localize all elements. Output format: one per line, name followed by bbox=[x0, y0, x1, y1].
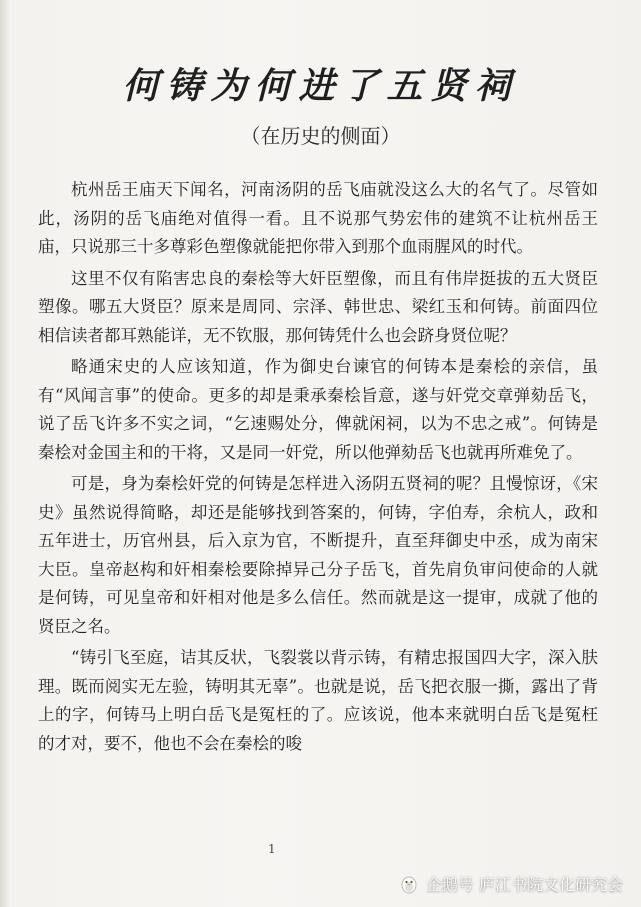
paragraph: 这里不仅有陷害忠良的秦桧等大奸臣塑像，而且有伟岸挺拔的五大贤臣塑像。哪五大贤臣？原来是周同、宗泽、韩世忠、梁红玉和何铸。前面四位相信读者都耳熟能详，无不钦服，那何铸凭什么也会跻身贤位呢？ bbox=[38, 268, 598, 345]
article-body bbox=[38, 176, 598, 761]
paragraph: 可是，身为秦桧奸党的何铸是怎样进入汤阴五贤祠的呢？且慢惊讶，《宋史》虽然说得简略，却还是能够找到答案的，何铸，字伯寿，余杭人，政和五年进士，历官州县，后入京为官，不断提升，直至拜御史中丞，成为南宋大臣。皇帝赵构和奸相秦桧要除掉异己分子岳飞，首先肩负审问使命的人就是何铸，可见皇帝和奸相对他是多么信任。然而就是这一提审，成就了他的贤臣之名。 bbox=[38, 474, 598, 636]
page-subtitle: （在历史的侧面） bbox=[240, 124, 401, 148]
penguin-icon bbox=[398, 873, 420, 895]
page-mark: 1 bbox=[268, 842, 276, 856]
watermark bbox=[398, 872, 623, 895]
watermark-text: 企鹅号 庐江书院文化研究会 bbox=[425, 875, 623, 894]
paragraph: 杭州岳王庙天下闻名，河南汤阴的岳飞庙就没这么大的名气了。尽管如此，汤阴的岳飞庙绝对值得一看。且不说那气势宏伟的建筑不让杭州岳王庙，只说那三十多尊彩色塑像就能把你带入到那个血雨腥风的时代。 bbox=[38, 180, 598, 256]
page-title: 何铸为何进了五贤祠 bbox=[122, 66, 519, 107]
paragraph: “铸引飞至庭，诘其反状，飞裂裳以背示铸，有精忠报国四大字，深入肤理。既而阅实无左验，铸明其无辜”。也就是说，岳飞把衣服一撕，露出了背上的字，何铸马上明白岳飞是冤枉的了。应该说，他本来就明白岳飞是冤枉的才对，要不，他也不会在秦桧的唆 bbox=[38, 648, 598, 753]
paragraph: 略通宋史的人应该知道，作为御史台谏官的何铸本是秦桧的亲信，虽有“风闻言事”的使命。更多的却是秉承秦桧旨意，遂与奸党交章弹劾岳飞，说了岳飞许多不实之词，“乞速赐处分，俾就闲祠，以为不忠之戒”。何铸是秦桧对金国主和的干将，又是同一奸党，所以他弹劾岳飞也就再所难免了。 bbox=[38, 357, 598, 462]
